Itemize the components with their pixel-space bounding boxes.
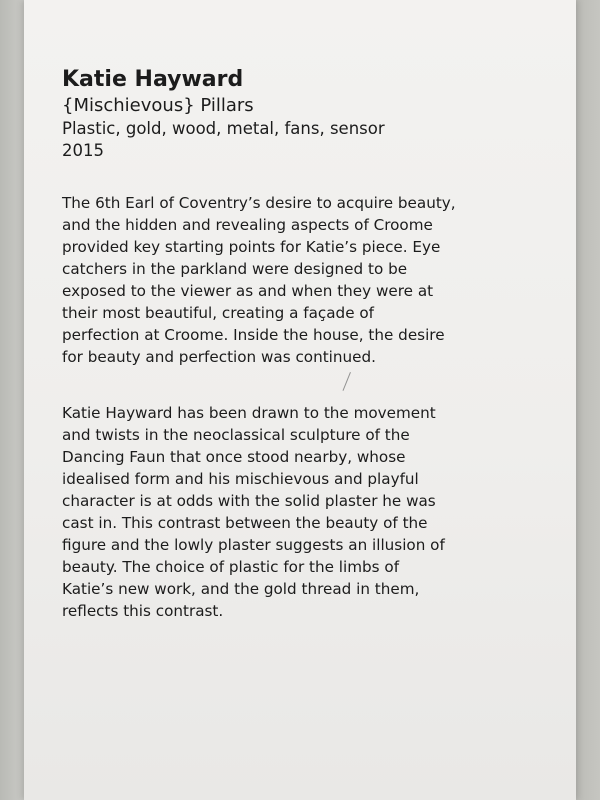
paragraph-1-line: for beauty and perfection was continued. <box>62 348 376 366</box>
label-content <box>62 66 512 622</box>
description-paragraph-2 <box>62 402 512 622</box>
artwork-year: 2015 <box>62 141 104 160</box>
artist-name: Katie Hayward <box>62 67 244 92</box>
artwork-title: {Mischievous} Pillars <box>62 95 254 116</box>
paragraph-2-line: reflects this contrast. <box>62 602 224 620</box>
paragraph-2-line: beauty. The choice of plastic for the limbs of <box>62 558 400 576</box>
paragraph-2-line: figure and the lowly plaster suggests an illusion of <box>62 536 445 554</box>
paragraph-2-line: and twists in the neoclassical sculpture of the <box>62 426 410 444</box>
paragraph-2-line: Katie Hayward has been drawn to the movement <box>62 404 436 422</box>
paragraph-1-line: and the hidden and revealing aspects of Croome <box>62 216 433 234</box>
paragraph-1-line: catchers in the parkland were designed to be <box>62 260 408 278</box>
paragraph-2-line: character is at odds with the solid plaster he was <box>62 492 436 510</box>
paragraph-1-line: provided key starting points for Katie’s piece. Eye <box>62 238 441 256</box>
paragraph-2-line: idealised form and his mischievous and playful <box>62 470 419 488</box>
wall-right <box>576 0 600 800</box>
paragraph-1-line: perfection at Croome. Inside the house, the desire <box>62 326 445 344</box>
artwork-materials: Plastic, gold, wood, metal, fans, sensor <box>62 119 385 138</box>
paragraph-2-line: Katie’s new work, and the gold thread in them, <box>62 580 420 598</box>
paragraph-1-line: exposed to the viewer as and when they were at <box>62 282 434 300</box>
paragraph-1-line: The 6th Earl of Coventry’s desire to acquire beauty, <box>62 194 456 212</box>
description-paragraph-1 <box>62 192 512 368</box>
paragraph-1-line: their most beautiful, creating a façade of <box>62 304 375 322</box>
paragraph-2-line: Dancing Faun that once stood nearby, whose <box>62 448 406 466</box>
paragraph-2-line: cast in. This contrast between the beauty of the <box>62 514 428 532</box>
